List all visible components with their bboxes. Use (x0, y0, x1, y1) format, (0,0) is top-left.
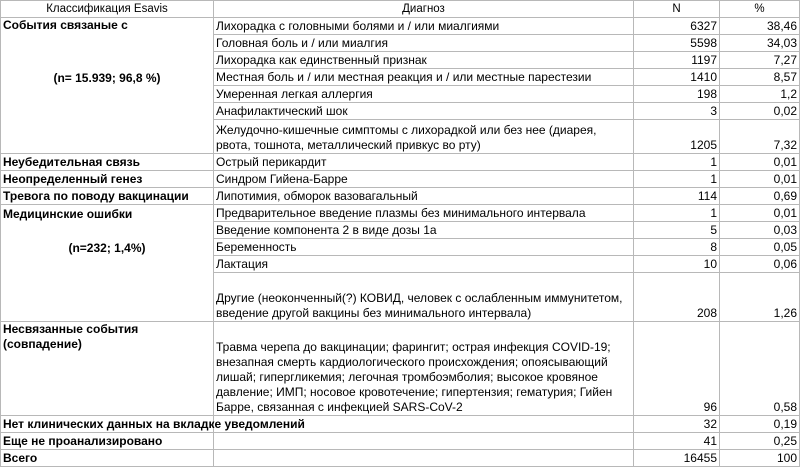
n-cell: 5598 (634, 35, 720, 52)
table-row (1, 273, 800, 322)
classification-cell: Медицинские ошибки (1, 205, 214, 222)
n-cell: 10 (634, 256, 720, 273)
n-cell: 32 (634, 416, 720, 433)
percent-cell: 0,58 (720, 322, 800, 416)
percent-cell: 38,46 (720, 18, 800, 35)
n-cell: 5 (634, 222, 720, 239)
percent-cell: 1,26 (720, 273, 800, 322)
diagnosis-cell: Синдром Гийена-Барре (214, 171, 634, 188)
classification-cell: Всего (1, 450, 214, 467)
table-row (1, 416, 800, 433)
n-cell: 1197 (634, 52, 720, 69)
table-row (1, 154, 800, 171)
table-row (1, 322, 800, 416)
classification-cell (1, 103, 214, 120)
table-row (1, 171, 800, 188)
header-diagnosis: Диагноз (214, 1, 634, 18)
diagnosis-cell: Предварительное введение плазмы без минимального интервала (214, 205, 634, 222)
diagnosis-cell: Лихорадка как единственный признак (214, 52, 634, 69)
diagnosis-cell: Другие (неоконченный(?) КОВИД, человек с ослабленным иммунитетом, введение другой вакцины без минимального интервала) (214, 273, 634, 322)
classification-cell (1, 35, 214, 52)
diagnosis-cell: Беременность (214, 239, 634, 256)
table-row (1, 103, 800, 120)
n-cell: 1 (634, 171, 720, 188)
diagnosis-cell: Желудочно-кишечные симптомы с лихорадкой или без нее (диарея, рвота, тошнота, металлический привкус во рту) (214, 120, 634, 154)
total-row (1, 450, 800, 467)
n-cell: 1 (634, 154, 720, 171)
classification-cell (1, 256, 214, 273)
classification-cell (1, 52, 214, 69)
table-row (1, 188, 800, 205)
percent-cell: 7,32 (720, 120, 800, 154)
table-row (1, 205, 800, 222)
header-row (1, 1, 800, 18)
classification-cell: Неопределенный генез (1, 171, 214, 188)
n-cell: 41 (634, 433, 720, 450)
classification-cell: Тревога по поводу вакцинации (1, 188, 214, 205)
n-cell: 114 (634, 188, 720, 205)
n-cell: 1410 (634, 69, 720, 86)
diagnosis-cell: Введение компонента 2 в виде дозы 1а (214, 222, 634, 239)
n-cell: 16455 (634, 450, 720, 467)
percent-cell: 0,01 (720, 171, 800, 188)
classification-cell: События связаные с (1, 18, 214, 35)
table-row (1, 239, 800, 256)
percent-cell: 0,06 (720, 256, 800, 273)
n-cell: 8 (634, 239, 720, 256)
table-row (1, 120, 800, 154)
diagnosis-cell: Липотимия, обморок вазовагальный (214, 188, 634, 205)
header-percent: % (720, 1, 800, 18)
diagnosis-cell: Лактация (214, 256, 634, 273)
table-row (1, 18, 800, 35)
classification-cell (1, 86, 214, 103)
n-cell: 1 (634, 205, 720, 222)
diagnosis-cell (214, 433, 634, 450)
table-row (1, 35, 800, 52)
percent-cell: 0,01 (720, 154, 800, 171)
header-n: N (634, 1, 720, 18)
diagnosis-cell: Головная боль и / или миалгия (214, 35, 634, 52)
percent-cell: 100 (720, 450, 800, 467)
percent-cell: 0,25 (720, 433, 800, 450)
table-row (1, 256, 800, 273)
percent-cell: 1,2 (720, 86, 800, 103)
table-row (1, 52, 800, 69)
percent-cell: 0,19 (720, 416, 800, 433)
percent-cell: 0,69 (720, 188, 800, 205)
percent-cell: 0,01 (720, 205, 800, 222)
percent-cell: 7,27 (720, 52, 800, 69)
diagnosis-cell: Умеренная легкая аллергия (214, 86, 634, 103)
diagnosis-cell: Местная боль и / или местная реакция и / или местные парестезии (214, 69, 634, 86)
classification-cell: Нет клинических данных на вкладке уведомлений (1, 416, 214, 433)
classification-cell (1, 222, 214, 239)
classification-cell (1, 120, 214, 154)
diagnosis-cell: Анафилактический шок (214, 103, 634, 120)
classification-cell: (n= 15.939; 96,8 %) (1, 69, 214, 86)
n-cell: 96 (634, 322, 720, 416)
n-cell: 208 (634, 273, 720, 322)
n-cell: 198 (634, 86, 720, 103)
classification-cell: (n=232; 1,4%) (1, 239, 214, 256)
table-row (1, 86, 800, 103)
n-cell: 6327 (634, 18, 720, 35)
diagnosis-cell: Острый перикардит (214, 154, 634, 171)
header-classification: Классификация Esavis (1, 1, 214, 18)
percent-cell: 0,03 (720, 222, 800, 239)
table-row (1, 433, 800, 450)
classification-cell (1, 273, 214, 322)
percent-cell: 0,02 (720, 103, 800, 120)
table-row (1, 222, 800, 239)
classification-cell: Несвязанные события (совпадение) (1, 322, 214, 416)
n-cell: 1205 (634, 120, 720, 154)
percent-cell: 8,57 (720, 69, 800, 86)
diagnosis-cell: Лихорадка с головными болями и / или миалгиями (214, 18, 634, 35)
percent-cell: 0,05 (720, 239, 800, 256)
diagnosis-cell: Травма черепа до вакцинации; фарингит; острая инфекция COVID-19; внезапная смерть кардиологического происхождения; опоясывающий лишай; гипергликемия; легочная тромбоэмболия; высокое кровяное давление; ИМП; носовое кровотечение; гипертензия; гематурия; Гийен Барре, связанная с инфекцией SARS-CoV-2 (214, 322, 634, 416)
table-row (1, 69, 800, 86)
classification-cell: Неубедительная связь (1, 154, 214, 171)
percent-cell: 34,03 (720, 35, 800, 52)
n-cell: 3 (634, 103, 720, 120)
diagnosis-cell (214, 450, 634, 467)
classification-cell: Еще не проанализировано (1, 433, 214, 450)
